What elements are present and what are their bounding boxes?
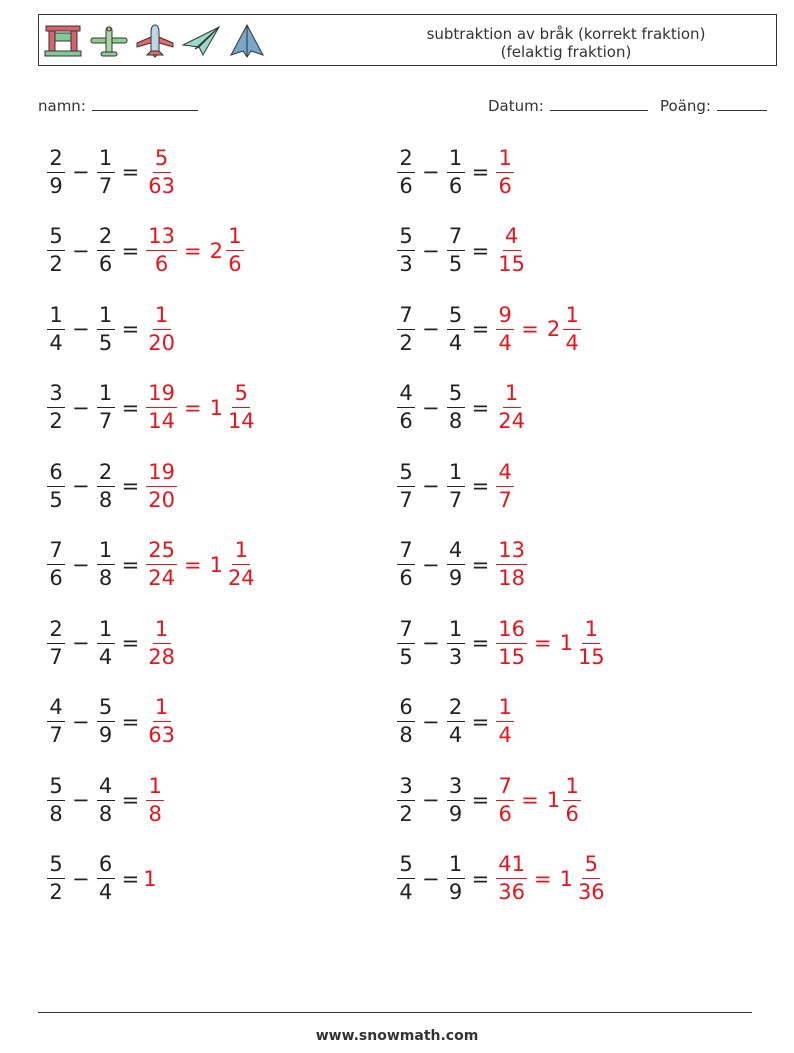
numerator: 7 <box>447 226 465 251</box>
denominator: 2 <box>49 252 63 276</box>
denominator: 4 <box>448 723 463 747</box>
answer-fraction <box>146 616 177 669</box>
numerator: 2 <box>397 148 415 173</box>
denominator: 8 <box>98 801 113 826</box>
denominator: 6 <box>399 409 413 433</box>
denominator: 8 <box>98 487 113 512</box>
equals-sign: = <box>471 552 490 577</box>
equals-sign: = <box>121 552 140 577</box>
denominator: 15 <box>498 644 525 669</box>
score-label: Poäng: <box>660 97 711 115</box>
minus-sign: − <box>422 709 440 734</box>
mixed-fraction-part <box>226 383 257 432</box>
problem-item <box>394 142 517 202</box>
numerator: 1 <box>232 540 250 565</box>
numerator: 1 <box>447 619 465 644</box>
denominator: 4 <box>565 330 579 355</box>
denominator: 36 <box>498 880 525 904</box>
numerator: 9 <box>496 305 514 330</box>
denominator: 36 <box>577 880 605 904</box>
numerator: 5 <box>47 226 65 251</box>
denominator: 5 <box>448 252 463 276</box>
worksheet-title <box>396 25 736 61</box>
answer-fraction <box>146 145 177 198</box>
subtrahend-fraction <box>447 145 465 198</box>
mixed-fraction-part <box>226 540 257 589</box>
denominator: 15 <box>498 252 525 276</box>
subtrahend-fraction <box>97 773 115 826</box>
minus-sign: − <box>422 317 440 341</box>
denominator: 6 <box>399 566 413 590</box>
denominator: 24 <box>227 566 255 590</box>
minuend-fraction <box>47 459 65 512</box>
minus-sign: − <box>72 788 90 812</box>
mixed-equals-sign: = <box>533 631 552 655</box>
denominator: 6 <box>498 801 512 826</box>
answer-fraction <box>496 383 527 432</box>
problem-item <box>394 378 530 438</box>
subtrahend-fraction <box>97 145 115 198</box>
propeller-plane-icon <box>89 23 129 59</box>
denominator: 5 <box>49 487 63 512</box>
denominator: 3 <box>448 644 463 669</box>
denominator: 2 <box>399 330 413 355</box>
equals-sign: = <box>121 866 140 891</box>
answer-fraction <box>496 459 514 512</box>
minuend-fraction <box>47 226 65 275</box>
numerator: 25 <box>146 540 177 565</box>
problem-item <box>44 221 247 281</box>
mixed-fraction-part <box>576 616 607 669</box>
denominator: 3 <box>399 252 413 276</box>
answer-fraction <box>146 540 177 589</box>
answer-fraction <box>496 226 527 275</box>
footer-divider <box>38 1012 752 1013</box>
numerator: 4 <box>97 776 115 801</box>
subtrahend-fraction <box>447 697 465 746</box>
minuend-fraction <box>397 459 415 512</box>
numerator: 7 <box>397 619 415 644</box>
denominator: 24 <box>498 409 525 433</box>
mixed-whole-part: 2 <box>546 317 561 341</box>
denominator: 4 <box>448 330 463 355</box>
equals-sign: = <box>471 238 490 263</box>
denominator: 6 <box>565 801 579 826</box>
subtrahend-fraction <box>97 459 115 512</box>
numerator: 1 <box>146 776 164 801</box>
problem-item <box>394 770 584 830</box>
answer-fraction <box>146 226 177 275</box>
denominator: 2 <box>399 801 413 826</box>
minus-sign: − <box>72 709 90 734</box>
answer-fraction <box>146 459 177 512</box>
numerator: 1 <box>97 305 115 330</box>
minuend-fraction <box>397 773 415 826</box>
minuend-fraction <box>47 302 65 355</box>
mixed-fraction-part <box>576 854 607 903</box>
denominator: 4 <box>98 880 113 904</box>
numerator: 4 <box>397 383 415 408</box>
minuend-fraction <box>47 697 65 746</box>
numerator: 1 <box>97 148 115 173</box>
title-line-1: subtraktion av bråk (korrekt fraktion) <box>426 25 706 43</box>
minuend-fraction <box>47 616 65 669</box>
subtrahend-fraction <box>97 697 115 746</box>
equals-sign: = <box>121 788 140 812</box>
score-blank[interactable] <box>717 95 767 111</box>
mixed-fraction-part <box>563 302 581 355</box>
paper-plane-icon <box>181 23 221 59</box>
subtrahend-fraction <box>447 383 465 432</box>
numerator: 1 <box>97 383 115 408</box>
denominator: 8 <box>148 801 162 826</box>
numerator: 5 <box>97 697 115 722</box>
minus-sign: − <box>422 631 440 655</box>
denominator: 14 <box>227 409 255 433</box>
denominator: 7 <box>448 487 463 512</box>
denominator: 7 <box>49 723 63 747</box>
numerator: 1 <box>503 383 521 408</box>
numerator: 5 <box>447 383 465 408</box>
numerator: 13 <box>496 540 527 565</box>
numerator: 4 <box>496 462 514 487</box>
name-field[interactable] <box>38 95 198 115</box>
numerator: 7 <box>47 540 65 565</box>
equals-sign: = <box>121 317 140 341</box>
denominator: 9 <box>98 723 113 747</box>
minus-sign: − <box>72 238 90 263</box>
minus-sign: − <box>72 160 90 184</box>
denominator: 6 <box>98 252 113 276</box>
minus-sign: − <box>72 552 90 577</box>
answer-fraction <box>496 616 527 669</box>
answer-whole-number: 1 <box>143 866 157 891</box>
gate-icon <box>43 23 83 59</box>
numerator: 6 <box>97 854 115 879</box>
numerator: 1 <box>496 148 514 173</box>
numerator: 5 <box>47 776 65 801</box>
mixed-whole-part: 2 <box>209 238 223 263</box>
minuend-fraction <box>397 616 415 669</box>
denominator: 28 <box>148 644 175 669</box>
equals-sign: = <box>471 317 490 341</box>
numerator: 5 <box>397 854 415 879</box>
minuend-fraction <box>47 773 65 826</box>
numerator: 4 <box>503 226 521 251</box>
equals-sign: = <box>471 160 490 184</box>
minus-sign: − <box>422 238 440 263</box>
numerator: 5 <box>397 226 415 251</box>
subtrahend-fraction <box>447 226 465 275</box>
date-field[interactable] <box>488 95 648 115</box>
numerator: 19 <box>146 383 177 408</box>
answer-fraction <box>496 773 514 826</box>
minuend-fraction <box>397 145 415 198</box>
minus-sign: − <box>72 631 90 655</box>
problem-item <box>394 456 517 516</box>
mixed-fraction-part <box>226 226 244 275</box>
problem-item <box>44 535 260 595</box>
answer-fraction <box>496 540 527 589</box>
numerator: 2 <box>97 462 115 487</box>
minuend-fraction <box>47 145 65 198</box>
mixed-whole-part: 1 <box>559 631 573 655</box>
minus-sign: − <box>422 395 440 420</box>
mixed-fraction-part <box>563 773 581 826</box>
denominator: 15 <box>577 644 605 669</box>
numerator: 5 <box>47 854 65 879</box>
denominator: 8 <box>98 566 113 590</box>
denominator: 2 <box>49 409 63 433</box>
denominator: 6 <box>49 566 63 590</box>
numerator: 16 <box>496 619 527 644</box>
denominator: 20 <box>148 330 175 355</box>
subtrahend-fraction <box>447 616 465 669</box>
numerator: 6 <box>47 462 65 487</box>
denominator: 6 <box>154 252 169 276</box>
minuend-fraction <box>397 854 415 903</box>
numerator: 1 <box>97 619 115 644</box>
numerator: 4 <box>447 540 465 565</box>
problem-item <box>44 456 180 516</box>
numerator: 2 <box>447 697 465 722</box>
equals-sign: = <box>121 709 140 734</box>
problem-item <box>44 142 180 202</box>
worksheet-header <box>38 14 777 66</box>
problem-item <box>394 535 530 595</box>
numerator: 1 <box>563 305 581 330</box>
numerator: 6 <box>397 697 415 722</box>
denominator: 4 <box>498 723 512 747</box>
subtrahend-fraction <box>447 302 465 355</box>
footer-url: www.snowmath.com <box>315 1028 479 1044</box>
name-label: namn: <box>38 97 86 115</box>
answer-fraction <box>146 383 177 432</box>
denominator: 8 <box>399 723 413 747</box>
numerator: 2 <box>47 619 65 644</box>
problem-item <box>394 692 517 752</box>
answer-fraction <box>496 854 527 903</box>
denominator: 63 <box>148 723 175 747</box>
date-blank[interactable] <box>550 95 648 111</box>
numerator: 1 <box>447 854 465 879</box>
answer-fraction <box>496 302 514 355</box>
equals-sign: = <box>471 395 490 420</box>
denominator: 9 <box>448 801 463 826</box>
minus-sign: − <box>422 866 440 891</box>
problem-item <box>44 692 180 752</box>
numerator: 1 <box>226 226 244 251</box>
denominator: 4 <box>399 880 413 904</box>
problem-item <box>394 849 610 909</box>
minus-sign: − <box>72 866 90 891</box>
problem-item <box>44 378 260 438</box>
numerator: 1 <box>447 148 465 173</box>
minus-sign: − <box>72 317 90 341</box>
denominator: 6 <box>448 173 463 198</box>
answer-fraction <box>146 773 164 826</box>
mixed-whole-part: 1 <box>559 866 573 891</box>
equals-sign: = <box>471 709 490 734</box>
header-icons <box>43 19 267 63</box>
problem-item <box>44 299 180 359</box>
denominator: 63 <box>148 173 175 198</box>
mixed-equals-sign: = <box>521 317 539 341</box>
denominator: 7 <box>498 487 512 512</box>
denominator: 5 <box>98 330 113 355</box>
numerator: 5 <box>232 383 250 408</box>
problem-item <box>394 299 584 359</box>
denominator: 7 <box>399 487 413 512</box>
minuend-fraction <box>397 383 415 432</box>
equals-sign: = <box>121 238 140 263</box>
denominator: 9 <box>448 880 463 904</box>
denominator: 18 <box>498 566 525 590</box>
equals-sign: = <box>471 474 490 498</box>
numerator: 1 <box>447 462 465 487</box>
mixed-equals-sign: = <box>533 866 552 891</box>
denominator: 4 <box>98 644 113 669</box>
equals-sign: = <box>471 631 490 655</box>
name-blank[interactable] <box>92 95 198 111</box>
minuend-fraction <box>397 540 415 589</box>
denominator: 6 <box>399 173 413 198</box>
subtrahend-fraction <box>97 540 115 589</box>
numerator: 5 <box>447 305 465 330</box>
numerator: 1 <box>47 305 65 330</box>
equals-sign: = <box>121 395 140 420</box>
minus-sign: − <box>72 395 90 420</box>
numerator: 7 <box>496 776 514 801</box>
subtrahend-fraction <box>97 226 115 275</box>
denominator: 9 <box>448 566 463 590</box>
equals-sign: = <box>471 788 490 812</box>
numerator: 1 <box>563 776 581 801</box>
numerator: 3 <box>397 776 415 801</box>
minuend-fraction <box>47 540 65 589</box>
mixed-whole-part: 1 <box>209 395 223 420</box>
equals-sign: = <box>121 631 140 655</box>
numerator: 3 <box>447 776 465 801</box>
subtrahend-fraction <box>97 616 115 669</box>
denominator: 20 <box>148 487 175 512</box>
equals-sign: = <box>121 160 140 184</box>
numerator: 2 <box>97 226 115 251</box>
answer-fraction <box>496 697 514 746</box>
minus-sign: − <box>422 474 440 498</box>
problem-item <box>44 849 157 909</box>
denominator: 9 <box>49 173 63 198</box>
denominator: 2 <box>49 880 63 904</box>
numerator: 7 <box>397 540 415 565</box>
denominator: 8 <box>49 801 63 826</box>
minuend-fraction <box>397 697 415 746</box>
denominator: 7 <box>98 409 113 433</box>
answer-fraction <box>146 302 177 355</box>
subtrahend-fraction <box>97 383 115 432</box>
subtrahend-fraction <box>447 459 465 512</box>
problem-item <box>394 221 530 281</box>
mixed-whole-part: 1 <box>209 552 223 577</box>
numerator: 2 <box>47 148 65 173</box>
equals-sign: = <box>471 866 490 891</box>
minuend-fraction <box>397 302 415 355</box>
problem-item <box>394 613 610 673</box>
equals-sign: = <box>121 474 140 498</box>
denominator: 8 <box>448 409 463 433</box>
problem-item <box>44 613 180 673</box>
denominator: 14 <box>148 409 175 433</box>
denominator: 24 <box>148 566 175 590</box>
numerator: 1 <box>496 697 514 722</box>
numerator: 41 <box>496 854 527 879</box>
mixed-equals-sign: = <box>183 238 202 263</box>
answer-fraction <box>146 697 177 746</box>
minus-sign: − <box>72 474 90 498</box>
numerator: 19 <box>146 462 177 487</box>
denominator: 4 <box>498 330 512 355</box>
denominator: 7 <box>49 644 63 669</box>
score-field[interactable] <box>660 95 767 115</box>
numerator: 13 <box>146 226 177 251</box>
subtrahend-fraction <box>97 854 115 903</box>
minuend-fraction <box>47 854 65 903</box>
denominator: 7 <box>98 173 113 198</box>
denominator: 5 <box>399 644 413 669</box>
answer-fraction <box>496 145 514 198</box>
subtrahend-fraction <box>447 773 465 826</box>
minuend-fraction <box>47 383 65 432</box>
minus-sign: − <box>422 552 440 577</box>
subtrahend-fraction <box>447 540 465 589</box>
numerator: 1 <box>153 697 171 722</box>
minus-sign: − <box>422 788 440 812</box>
numerator: 1 <box>97 540 115 565</box>
denominator: 6 <box>498 173 512 198</box>
problem-item <box>44 770 167 830</box>
numerator: 7 <box>397 305 415 330</box>
mixed-equals-sign: = <box>183 552 202 577</box>
numerator: 3 <box>47 383 65 408</box>
minuend-fraction <box>397 226 415 275</box>
airliner-icon <box>135 23 175 59</box>
numerator: 1 <box>153 305 171 330</box>
subtrahend-fraction <box>97 302 115 355</box>
mixed-equals-sign: = <box>521 788 539 812</box>
numerator: 5 <box>397 462 415 487</box>
subtrahend-fraction <box>447 854 465 903</box>
minus-sign: − <box>422 160 440 184</box>
numerator: 5 <box>582 854 600 879</box>
title-line-2: (felaktig fraktion) <box>500 43 632 61</box>
numerator: 4 <box>47 697 65 722</box>
numerator: 5 <box>153 148 171 173</box>
denominator: 4 <box>49 330 63 355</box>
numerator: 1 <box>582 619 600 644</box>
denominator: 6 <box>228 252 242 276</box>
delta-jet-icon <box>227 23 267 59</box>
mixed-whole-part: 1 <box>546 788 561 812</box>
mixed-equals-sign: = <box>183 395 202 420</box>
numerator: 1 <box>153 619 171 644</box>
date-label: Datum: <box>488 97 544 115</box>
